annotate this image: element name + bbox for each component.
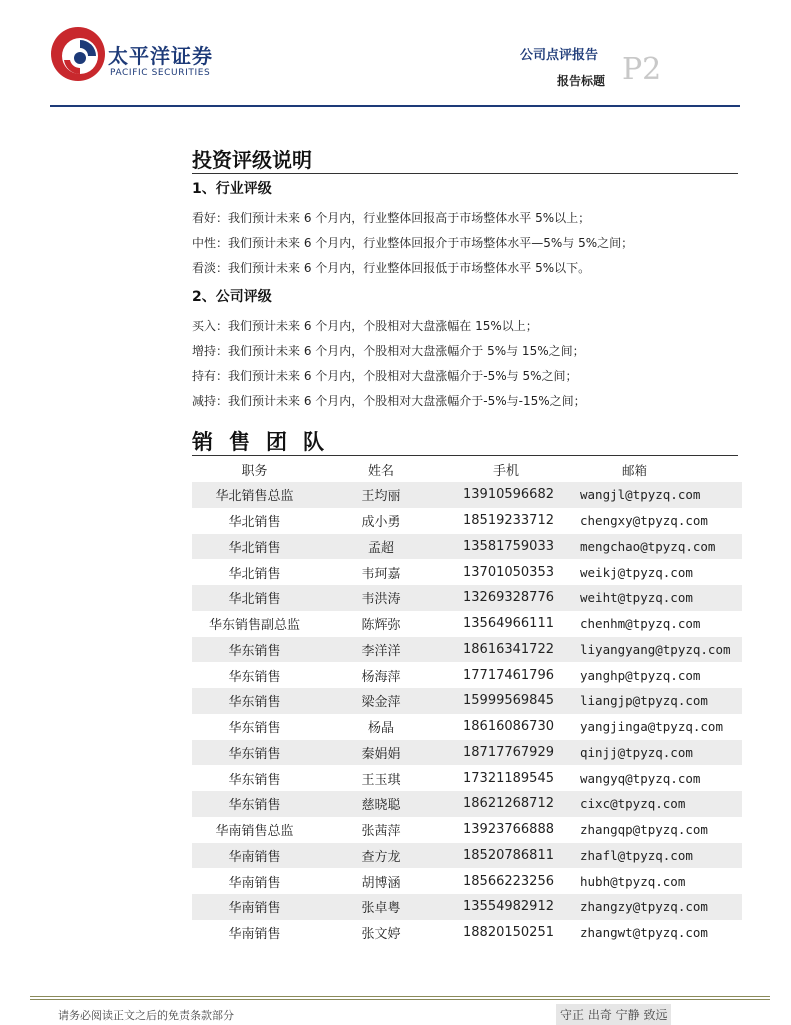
cell-name: 杨晶 <box>367 721 394 737</box>
cell-position: 华南销售 <box>228 901 281 917</box>
cell-email: mengchao@tpyzq.com <box>580 538 716 554</box>
industry-rating-item: 看淡：我们预计未来 6 个月内，行业整体回报低于市场整体水平 5%以下。 <box>192 261 591 275</box>
brand-name-cn: 太平洋证券 <box>108 44 213 68</box>
company-rating-item: 持有：我们预计未来 6 个月内，个股相对大盘涨幅介于-5%与 5%之间； <box>192 369 578 383</box>
cell-email: liyangyang@tpyzq.com <box>580 641 731 657</box>
footer-motto: 守正 出奇 宁静 致远 <box>556 1004 671 1025</box>
logo-mark-icon <box>50 26 106 82</box>
table-row <box>192 611 742 637</box>
company-rating-title: 2、公司评级 <box>192 289 272 305</box>
cell-email: wangjl@tpyzq.com <box>580 487 701 503</box>
cell-position: 华南销售 <box>228 849 281 865</box>
industry-rating-title: 1、行业评级 <box>192 181 272 197</box>
cell-email: chenhm@tpyzq.com <box>580 616 701 632</box>
cell-email: weikj@tpyzq.com <box>580 564 693 580</box>
cell-email: yangjinga@tpyzq.com <box>580 719 723 735</box>
cell-phone: 13581759033 <box>463 538 554 554</box>
table-row <box>192 714 742 740</box>
industry-rating-item: 看好：我们预计未来 6 个月内，行业整体回报高于市场整体水平 5%以上； <box>192 211 591 225</box>
cell-email: wangyq@tpyzq.com <box>580 770 701 786</box>
cell-email: yanghp@tpyzq.com <box>580 667 701 683</box>
cell-name: 胡博涵 <box>361 875 401 891</box>
cell-email: weiht@tpyzq.com <box>580 590 693 606</box>
footer-divider <box>30 996 770 997</box>
page-number: P2 <box>622 52 662 87</box>
table-body <box>192 482 742 946</box>
report-title: 报告标题 <box>557 74 606 88</box>
cell-position: 华东销售 <box>228 798 281 814</box>
cell-email: liangjp@tpyzq.com <box>580 693 708 709</box>
cell-name: 张茜萍 <box>361 824 401 840</box>
table-row <box>192 585 742 611</box>
cell-position: 华东销售 <box>228 695 281 711</box>
table-header-row <box>192 457 742 482</box>
cell-name: 杨海萍 <box>361 669 401 685</box>
column-header-position: 职务 <box>241 464 268 479</box>
cell-name: 陈辉弥 <box>361 618 401 634</box>
cell-position: 华南销售总监 <box>215 824 294 840</box>
cell-phone: 18820150251 <box>463 925 554 941</box>
cell-phone: 18616341722 <box>463 641 554 657</box>
cell-name: 王均丽 <box>361 489 401 505</box>
cell-phone: 17321189545 <box>463 770 554 786</box>
cell-name: 成小勇 <box>361 515 401 531</box>
cell-phone: 13923766888 <box>463 822 554 838</box>
brand-name-en: PACIFIC SECURITIES <box>110 68 211 78</box>
cell-name: 韦珂嘉 <box>361 566 401 582</box>
cell-position: 华东销售副总监 <box>208 618 300 634</box>
cell-name: 查方龙 <box>361 849 401 865</box>
cell-name: 秦娟娟 <box>361 746 401 762</box>
table-row <box>192 894 742 920</box>
table-row <box>192 920 742 946</box>
cell-email: zhangzy@tpyzq.com <box>580 899 708 915</box>
cell-position: 华东销售 <box>228 772 281 788</box>
column-header-email: 邮箱 <box>622 462 648 478</box>
table-row <box>192 508 742 534</box>
cell-position: 华南销售 <box>228 875 281 891</box>
table-row <box>192 791 742 817</box>
cell-phone: 13269328776 <box>463 590 554 606</box>
cell-phone: 13564966111 <box>463 616 554 632</box>
cell-name: 梁金萍 <box>361 695 401 711</box>
cell-position: 华东销售 <box>228 643 281 659</box>
cell-name: 张卓粤 <box>361 901 401 917</box>
company-logo <box>50 26 213 86</box>
industry-rating-item: 中性：我们预计未来 6 个月内，行业整体回报介于市场整体水平—5%与 5%之间； <box>192 236 634 250</box>
cell-phone: 13701050353 <box>463 564 554 580</box>
report-type: 公司点评报告 <box>520 48 599 63</box>
cell-position: 华北销售 <box>228 515 281 531</box>
cell-name: 慈晓聪 <box>361 798 401 814</box>
cell-name: 孟超 <box>367 540 394 556</box>
cell-position: 华东销售 <box>228 721 281 737</box>
table-row <box>192 843 742 869</box>
cell-position: 华北销售 <box>228 592 281 608</box>
cell-position: 华东销售 <box>228 746 281 762</box>
table-row <box>192 817 742 843</box>
table-row <box>192 637 742 663</box>
cell-position: 华北销售 <box>228 540 281 556</box>
header-divider <box>50 105 740 107</box>
cell-phone: 15999569845 <box>463 693 554 709</box>
cell-email: chengxy@tpyzq.com <box>580 513 708 529</box>
cell-phone: 13910596682 <box>463 487 554 503</box>
sales-team-title: 销售团队 <box>192 430 340 454</box>
company-rating-item: 买入：我们预计未来 6 个月内，个股相对大盘涨幅在 15%以上； <box>192 319 538 333</box>
cell-position: 华北销售总监 <box>215 489 294 505</box>
company-rating-item: 减持：我们预计未来 6 个月内，个股相对大盘涨幅介于-5%与-15%之间； <box>192 394 586 408</box>
cell-name: 李洋洋 <box>361 643 401 659</box>
column-header-name: 姓名 <box>367 464 394 479</box>
cell-email: zhafl@tpyzq.com <box>580 847 693 863</box>
cell-name: 韦洪涛 <box>361 592 401 608</box>
column-header-phone: 手机 <box>493 464 520 479</box>
cell-email: hubh@tpyzq.com <box>580 873 686 889</box>
table-row <box>192 662 742 688</box>
cell-name: 王玉琪 <box>361 772 401 788</box>
cell-email: zhangqp@tpyzq.com <box>580 822 708 838</box>
cell-email: qinjj@tpyzq.com <box>580 744 693 760</box>
cell-phone: 18566223256 <box>463 873 554 889</box>
table-row <box>192 534 742 560</box>
company-rating-item: 增持：我们预计未来 6 个月内，个股相对大盘涨幅介于 5%与 15%之间； <box>192 344 585 358</box>
cell-position: 华北销售 <box>228 566 281 582</box>
table-row <box>192 688 742 714</box>
cell-phone: 18616086730 <box>463 719 554 735</box>
cell-phone: 17717461796 <box>463 667 554 683</box>
table-row <box>192 868 742 894</box>
table-row <box>192 482 742 508</box>
footer-divider <box>30 999 770 1000</box>
cell-phone: 18717767929 <box>463 744 554 760</box>
cell-position: 华东销售 <box>228 669 281 685</box>
sales-team-table <box>192 457 742 946</box>
table-row <box>192 740 742 766</box>
cell-phone: 18520786811 <box>463 847 554 863</box>
cell-phone: 18621268712 <box>463 796 554 812</box>
rating-title-divider <box>192 173 738 174</box>
cell-email: cixc@tpyzq.com <box>580 796 686 812</box>
cell-email: zhangwt@tpyzq.com <box>580 925 708 941</box>
footer-disclaimer: 请务必阅读正文之后的免责条款部分 <box>58 1009 234 1022</box>
sales-team-divider <box>192 455 738 456</box>
cell-name: 张文婷 <box>361 927 401 943</box>
cell-position: 华南销售 <box>228 927 281 943</box>
cell-phone: 18519233712 <box>463 513 554 529</box>
table-row <box>192 765 742 791</box>
cell-phone: 13554982912 <box>463 899 554 915</box>
rating-section-title: 投资评级说明 <box>192 148 312 172</box>
table-row <box>192 559 742 585</box>
